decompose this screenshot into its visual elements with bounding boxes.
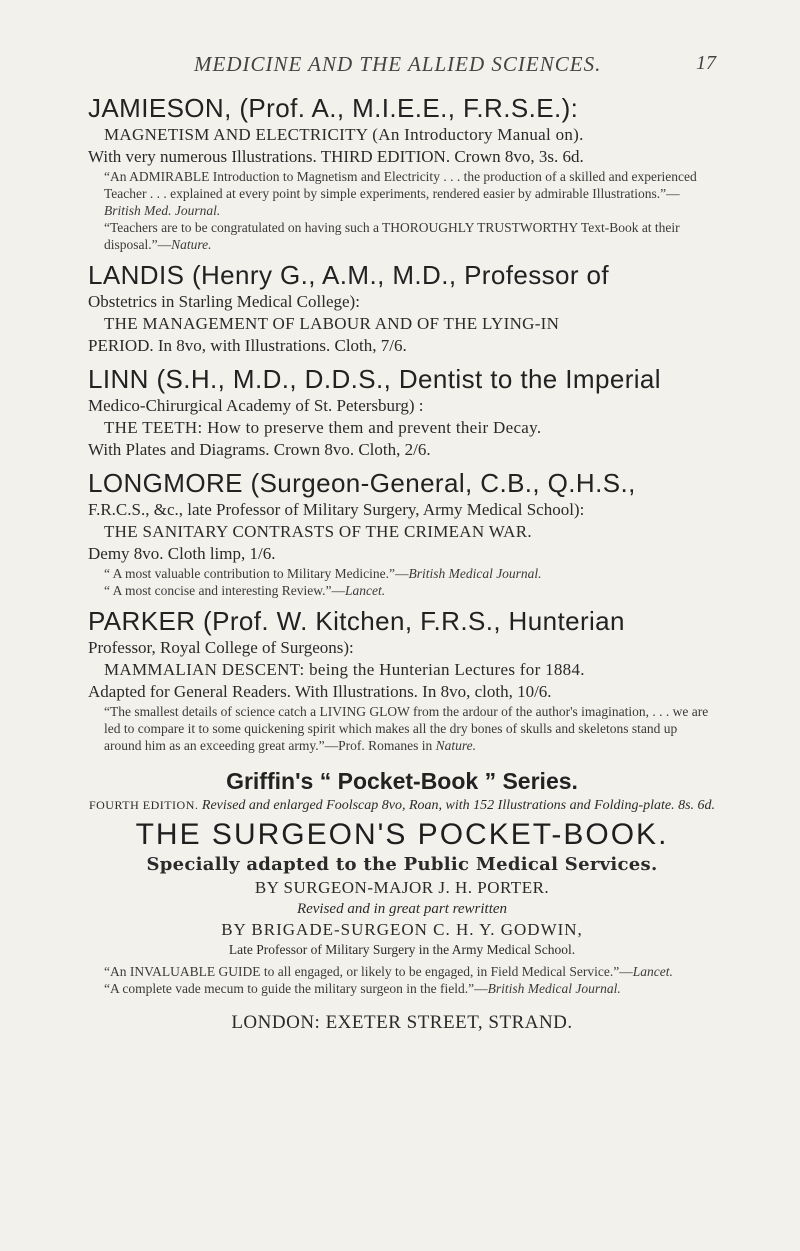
book-title: THE SURGEON'S POCKET-BOOK. [135, 818, 669, 851]
entry-subheading: Medico-Chirurgical Academy of St. Petersburg) : [88, 396, 424, 415]
entry-subheading: F.R.C.S., &c., late Professor of Military Surgery, Army Medical School): [88, 500, 585, 519]
revised-note: Revised and in great part rewritten [296, 901, 508, 917]
review-quote: “The smallest details of science catch a LIVING GLOW from the ardour of the author's imagination, . . . we are led to compare it to some quickening spirit which makes all the dry bones of skulls and skeletons stand up around him as an exceeding great army.”—Prof. Romanes in Nature. [104, 704, 709, 753]
edition-line: FOURTH EDITION. Revised and enlarged Foolscap 8vo, Roan, with 152 Illustrations and Folding-plate. 8s. 6d. [88, 798, 716, 813]
entry-heading: LINN (S.H., M.D., D.D.S., Dentist to the Imperial [88, 364, 661, 394]
book-reviser: BY BRIGADE-SURGEON C. H. Y. GODWIN, [221, 920, 583, 939]
book-author: BY SURGEON-MAJOR J. H. PORTER. [254, 878, 550, 897]
running-head [88, 52, 716, 80]
entry-title: THE SANITARY CONTRASTS OF THE CRIMEAN WAR. [104, 522, 532, 541]
entry-parker [88, 605, 716, 754]
entry-heading: JAMIESON, (Prof. A., M.I.E.E., F.R.S.E.): [88, 93, 579, 123]
review-quote: “An INVALUABLE GUIDE to all engaged, or likely to be engaged, in Field Medical Service.”—Lancet. [104, 964, 673, 979]
publisher-imprint: LONDON: EXETER STREET, STRAND. [231, 1012, 573, 1033]
review-quote: “ A most valuable contribution to Military Medicine.”—British Medical Journal. [104, 566, 542, 581]
entry-title: MAGNETISM AND ELECTRICITY (An Introductory Manual on). [104, 125, 584, 144]
entry-title: MAMMALIAN DESCENT: being the Hunterian Lectures for 1884. [104, 660, 585, 679]
review-quote: “A complete vade mecum to guide the military surgeon in the field.”—British Medical Journal. [104, 981, 621, 996]
entry-title: THE TEETH: How to preserve them and prevent their Decay. [104, 418, 542, 437]
entry-details: With Plates and Diagrams. Crown 8vo. Cloth, 2/6. [88, 440, 431, 459]
review-quote: “ A most concise and interesting Review.”—Lancet. [104, 583, 386, 598]
entry-heading: PARKER (Prof. W. Kitchen, F.R.S., Hunterian [88, 606, 625, 636]
entry-subheading: Obstetrics in Starling Medical College): [88, 292, 360, 311]
page-number: 17 [696, 52, 716, 74]
review-quote: “Teachers are to be congratulated on having such a THOROUGHLY TRUSTWORTHY Text-Book at their disposal.”—Nature. [104, 220, 680, 252]
entry-details: With very numerous Illustrations. THIRD EDITION. Crown 8vo, 3s. 6d. [88, 147, 584, 166]
entry-details: PERIOD. In 8vo, with Illustrations. Cloth, 7/6. [88, 336, 407, 355]
running-head-title: MEDICINE AND THE ALLIED SCIENCES. [194, 52, 602, 76]
entry-title: THE MANAGEMENT OF LABOUR AND OF THE LYING-IN [104, 314, 560, 333]
entry-landis [88, 259, 716, 357]
entry-details: Adapted for General Readers. With Illustrations. In 8vo, cloth, 10/6. [88, 682, 552, 701]
entry-jamieson [88, 92, 716, 253]
entry-linn [88, 363, 716, 461]
series-title: Griffin's “ Pocket-Book ” Series. [226, 768, 578, 794]
entry-heading: LANDIS (Henry G., A.M., M.D., Professor of [88, 260, 610, 290]
review-quote: “An ADMIRABLE Introduction to Magnetism and Electricity . . . the production of a skilled and experienced Teacher . . . explained at every point by simple experiments, rendered easier by admirable Illustrations.”—British Med. Journal. [104, 169, 697, 218]
reviser-role: Late Professor of Military Surgery in the Army Medical School. [228, 942, 576, 957]
pocket-book-series [88, 766, 716, 997]
entry-subheading: Professor, Royal College of Surgeons): [88, 638, 354, 657]
book-subtitle: Specially adapted to the Public Medical Services. [146, 854, 658, 875]
entry-longmore [88, 467, 716, 599]
entry-details: Demy 8vo. Cloth limp, 1/6. [88, 544, 276, 563]
entry-heading: LONGMORE (Surgeon-General, C.B., Q.H.S., [88, 468, 636, 498]
catalogue-entries [88, 92, 716, 1054]
